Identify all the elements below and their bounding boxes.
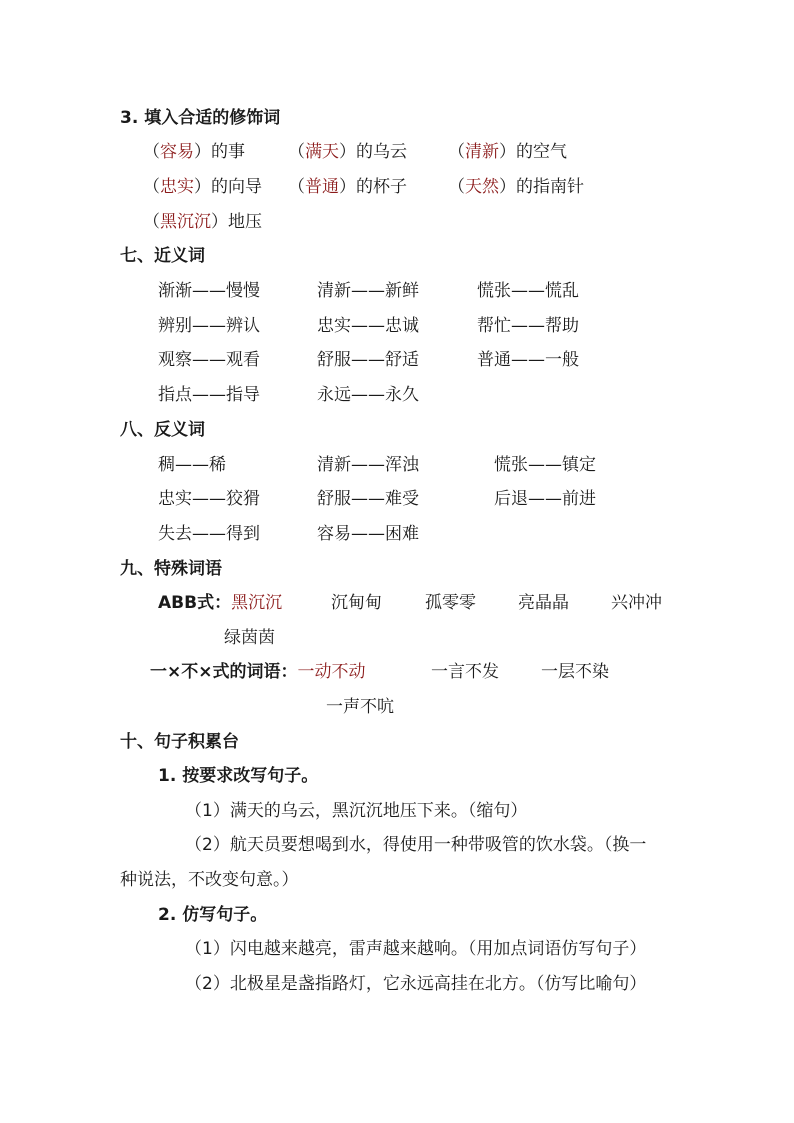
section-9-heading: 九、特殊词语	[120, 559, 222, 579]
fill-answer: 满天	[305, 142, 339, 162]
synonym-pair: 辨别——辨认	[158, 316, 260, 336]
exercise-sentence: 种说法，不改变句意。）	[120, 870, 299, 890]
antonym-pair: 失去——得到	[158, 524, 260, 544]
synonym-pair: 永远——永久	[317, 385, 419, 405]
antonym-pair: 清新——浑浊	[317, 455, 419, 475]
synonym-pair: 舒服——舒适	[317, 350, 419, 370]
yi-bu-word: 一层不染	[541, 662, 609, 682]
synonym-pair: 渐渐——慢慢	[158, 281, 260, 301]
fill-item: （容易）的事	[143, 142, 245, 162]
abb-label: ABB式：	[158, 593, 232, 613]
abb-word: 沉甸甸	[331, 593, 382, 613]
abb-row	[158, 593, 282, 613]
section-8-heading: 八、反义词	[120, 420, 205, 440]
fill-answer: 清新	[465, 142, 499, 162]
yi-bu-row	[150, 662, 366, 682]
section-3-heading: 3. 填入合适的修饰词	[120, 108, 281, 128]
synonym-pair: 普通——一般	[477, 350, 579, 370]
section-7-heading: 七、近义词	[120, 246, 205, 266]
exercise-sentence: （1）闪电越来越亮，雷声越来越响。（用加点词语仿写句子）	[185, 939, 647, 959]
abb-answer: 黑沉沉	[231, 593, 283, 613]
fill-item: （天然）的指南针	[448, 177, 584, 197]
yi-bu-label: 一×不×式的词语：	[150, 662, 298, 682]
fill-item: （普通）的杯子	[288, 177, 407, 197]
synonym-pair: 慌张——慌乱	[477, 281, 579, 301]
antonym-pair: 稠——稀	[158, 455, 226, 475]
abb-word: 亮晶晶	[518, 593, 569, 613]
abb-word: 兴冲冲	[611, 593, 662, 613]
yi-bu-answer: 一动不动	[297, 662, 366, 682]
fill-item: （忠实）的向导	[143, 177, 262, 197]
section-10-heading: 十、句子积累台	[120, 732, 239, 752]
exercise-sentence: （2）航天员要想喝到水，得使用一种带吸管的饮水袋。（换一	[185, 835, 647, 855]
antonym-pair: 忠实——狡猾	[158, 489, 260, 509]
fill-answer: 忠实	[160, 177, 194, 197]
synonym-pair: 忠实——忠诚	[317, 316, 419, 336]
yi-bu-word: 一声不吭	[326, 697, 394, 717]
fill-item: （黑沉沉）地压	[143, 212, 262, 232]
fill-item: （满天）的乌云	[288, 142, 407, 162]
fill-answer: 天然	[465, 177, 499, 197]
yi-bu-word: 一言不发	[431, 662, 499, 682]
synonym-pair: 清新——新鲜	[317, 281, 419, 301]
synonym-pair: 帮忙——帮助	[477, 316, 579, 336]
subsection-2-heading: 2. 仿写句子。	[158, 905, 268, 925]
antonym-pair: 慌张——镇定	[494, 455, 596, 475]
abb-word: 绿茵茵	[224, 628, 275, 648]
antonym-pair: 舒服——难受	[317, 489, 419, 509]
fill-answer: 普通	[305, 177, 339, 197]
synonym-pair: 指点——指导	[158, 385, 260, 405]
subsection-1-heading: 1. 按要求改写句子。	[158, 766, 319, 786]
synonym-pair: 观察——观看	[158, 350, 260, 370]
fill-answer: 容易	[160, 142, 194, 162]
antonym-pair: 容易——困难	[317, 524, 419, 544]
fill-answer: 黑沉沉	[160, 212, 211, 232]
fill-item: （清新）的空气	[448, 142, 567, 162]
exercise-sentence: （1）满天的乌云，黑沉沉地压下来。（缩句）	[185, 801, 528, 821]
antonym-pair: 后退——前进	[494, 489, 596, 509]
exercise-sentence: （2）北极星是盏指路灯，它永远高挂在北方。（仿写比喻句）	[185, 974, 647, 994]
abb-word: 孤零零	[425, 593, 476, 613]
